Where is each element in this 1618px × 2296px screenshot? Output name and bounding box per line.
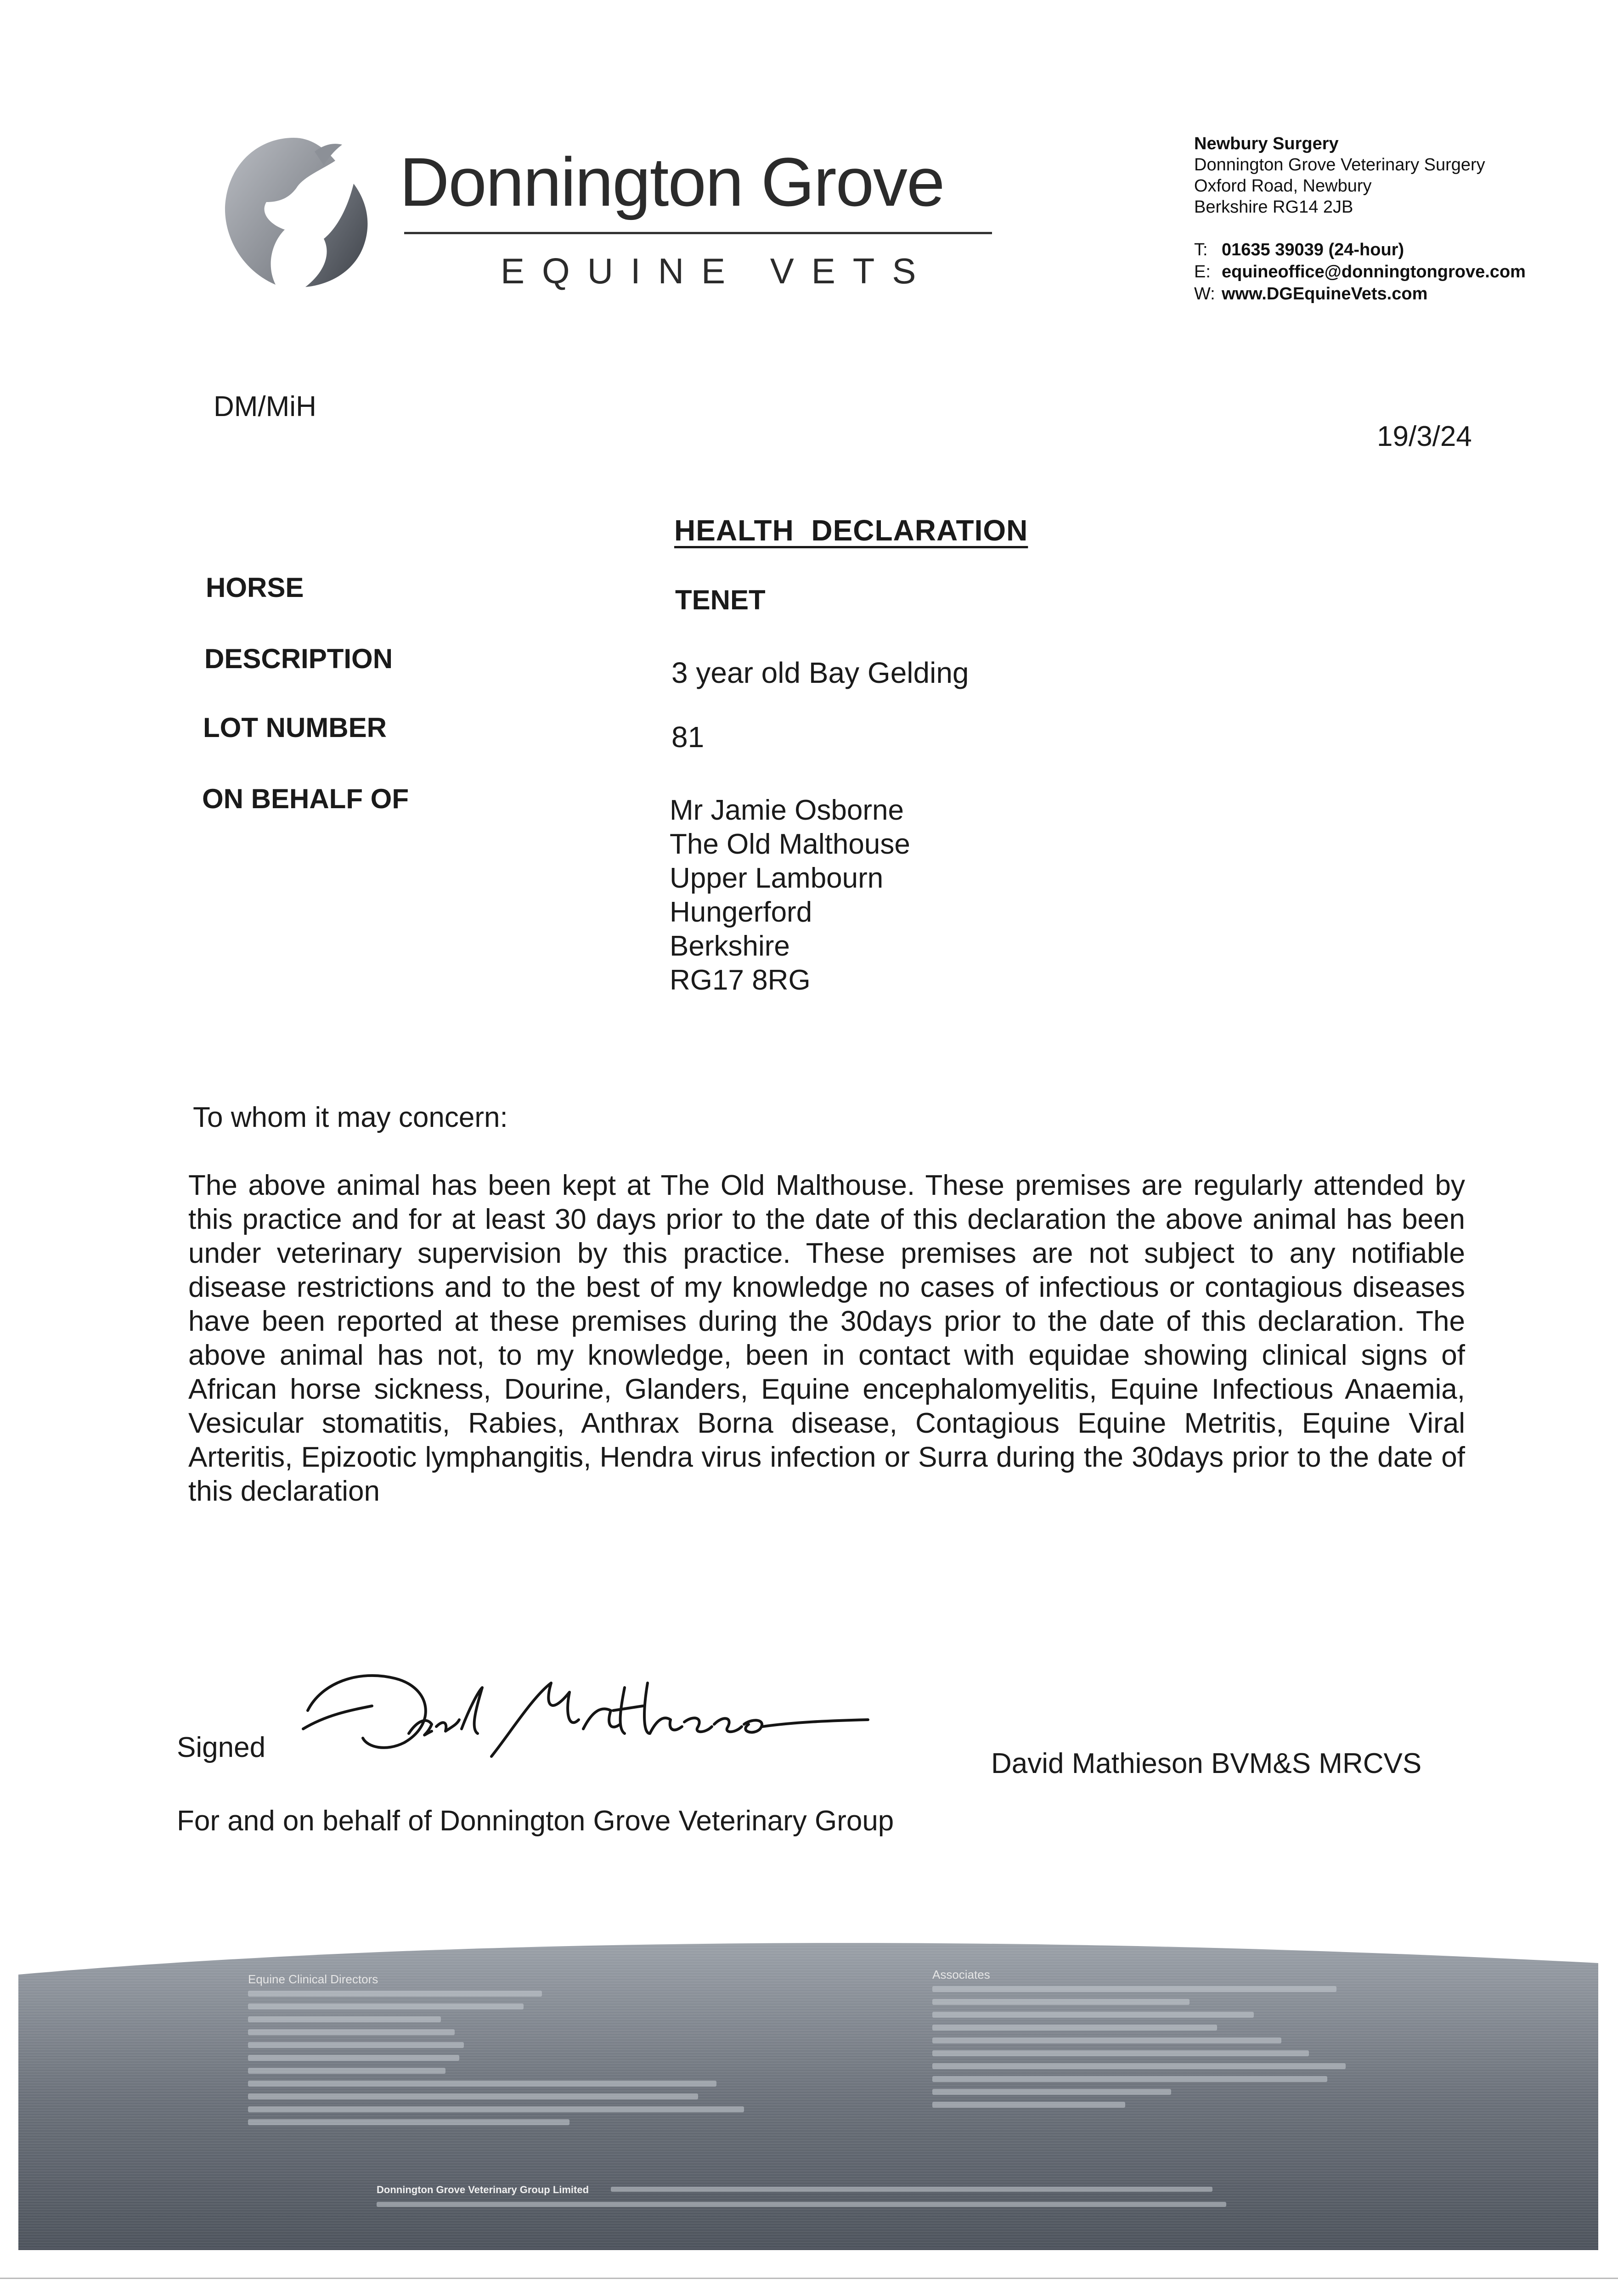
- address-line: Upper Lambourn: [670, 862, 884, 894]
- footer-text-line: [248, 2081, 716, 2087]
- email-label: E:: [1194, 262, 1211, 281]
- logo-divider: [404, 232, 992, 234]
- footer-text-line: [932, 2012, 1254, 2018]
- footer-text-line: [248, 2106, 744, 2112]
- footer-text-line: [248, 2093, 698, 2099]
- footer-text-line: [932, 2102, 1125, 2108]
- lot-number-label: LOT NUMBER: [203, 712, 387, 743]
- footer-text-line: [248, 2119, 569, 2125]
- horse-value: TENET: [675, 585, 766, 615]
- on-behalf-label: ON BEHALF OF: [202, 783, 409, 814]
- email-link[interactable]: equineoffice@donningtongrove.com: [1222, 262, 1526, 281]
- brand-tagline: EQUINE VETS: [501, 251, 934, 291]
- reference: DM/MiH: [214, 391, 316, 422]
- horse-head-logo-icon: [216, 133, 377, 289]
- phone-number: 01635 39039 (24-hour): [1222, 240, 1404, 259]
- brand-name: Donnington Grove: [400, 143, 944, 220]
- surgery-address: [1194, 133, 1485, 218]
- page-title: HEALTH DECLARATION: [674, 514, 1028, 547]
- footer-legal-2: [377, 2202, 1226, 2207]
- directors-heading: Equine Clinical Directors: [248, 1972, 378, 1986]
- owner-address: [670, 793, 910, 997]
- address-line: Hungerford: [670, 896, 812, 928]
- footer-text-line: [932, 1999, 1190, 2005]
- footer-company: Donnington Grove Veterinary Group Limited: [377, 2184, 589, 2195]
- address-line: The Old Malthouse: [670, 828, 910, 860]
- declaration-body: The above animal has been kept at The Old Malthouse. These premises are regularly attended by this practice and for at least 30 days prior to the date of this declaration the above animal has been under veterinary supervision by this practice. These premises are not subject to any notifiable disease restrictions and to the best of my knowledge no cases of infectious or contagious diseases have been reported at these premises during the 30days prior to the date of this declaration. The above animal has not, to my knowledge, been in contact with equidae showing clinical signs of African horse sickness, Dourine, Glanders, Equine encephalomyelitis, Equine Infectious Anaemia, Vesicular stomatitis, Rabies, Anthrax Borna disease, Contagious Equine Metritis, Equine Viral Arteritis, Epizootic lymphangitis, Hendra virus infection or Surra during the 30days prior to the date of this declaration: [188, 1170, 1465, 1507]
- footer-text-line: [932, 1986, 1336, 1992]
- directors-list: [248, 1991, 799, 2132]
- address-line: Mr Jamie Osborne: [670, 794, 904, 826]
- description-value: 3 year old Bay Gelding: [671, 656, 969, 689]
- surgery-line1: Donnington Grove Veterinary Surgery: [1194, 155, 1485, 174]
- footer-text-line: [248, 2003, 524, 2009]
- footer-text-line: [932, 2025, 1217, 2031]
- signer-name: David Mathieson BVM&S MRCVS: [991, 1748, 1422, 1779]
- footer-text-line: [248, 2042, 464, 2048]
- footer-text-line: [611, 2187, 1212, 2192]
- surgery-contact: [1194, 239, 1526, 305]
- address-line: Berkshire: [670, 930, 790, 962]
- footer-text-line: [932, 2037, 1281, 2043]
- footer-legal: [611, 2187, 1212, 2199]
- footer-text-line: [248, 2068, 445, 2074]
- greeting: To whom it may concern:: [193, 1102, 508, 1133]
- associates-list: [932, 1986, 1392, 2115]
- phone-label: T:: [1194, 240, 1208, 259]
- surgery-name: Newbury Surgery: [1194, 134, 1339, 153]
- web-label: W:: [1194, 284, 1215, 304]
- signed-label: Signed: [177, 1732, 266, 1763]
- footer-text-line: [248, 2055, 459, 2061]
- description-label: DESCRIPTION: [204, 643, 393, 674]
- on-behalf-statement: For and on behalf of Donnington Grove Veterinary Group: [177, 1805, 894, 1837]
- surgery-line3: Berkshire RG14 2JB: [1194, 197, 1353, 217]
- address-line: RG17 8RG: [670, 964, 811, 996]
- lot-number-value: 81: [671, 720, 705, 754]
- horse-label: HORSE: [206, 572, 304, 603]
- footer-text-line: [248, 2029, 455, 2035]
- footer-text-line: [248, 2016, 441, 2022]
- associates-heading: Associates: [932, 1968, 990, 1981]
- web-link[interactable]: www.DGEquineVets.com: [1222, 284, 1428, 304]
- footer-text-line: [248, 1991, 542, 1997]
- letter-date: 19/3/24: [1377, 421, 1472, 452]
- footer-text-line: [377, 2202, 1226, 2207]
- handwritten-signature: [294, 1642, 882, 1770]
- footer-text-line: [932, 2063, 1346, 2069]
- footer-text-line: [932, 2089, 1171, 2095]
- page-bottom-edge: [0, 2278, 1618, 2279]
- surgery-line2: Oxford Road, Newbury: [1194, 176, 1372, 196]
- footer-text-line: [932, 2050, 1309, 2056]
- footer-text-line: [932, 2076, 1327, 2082]
